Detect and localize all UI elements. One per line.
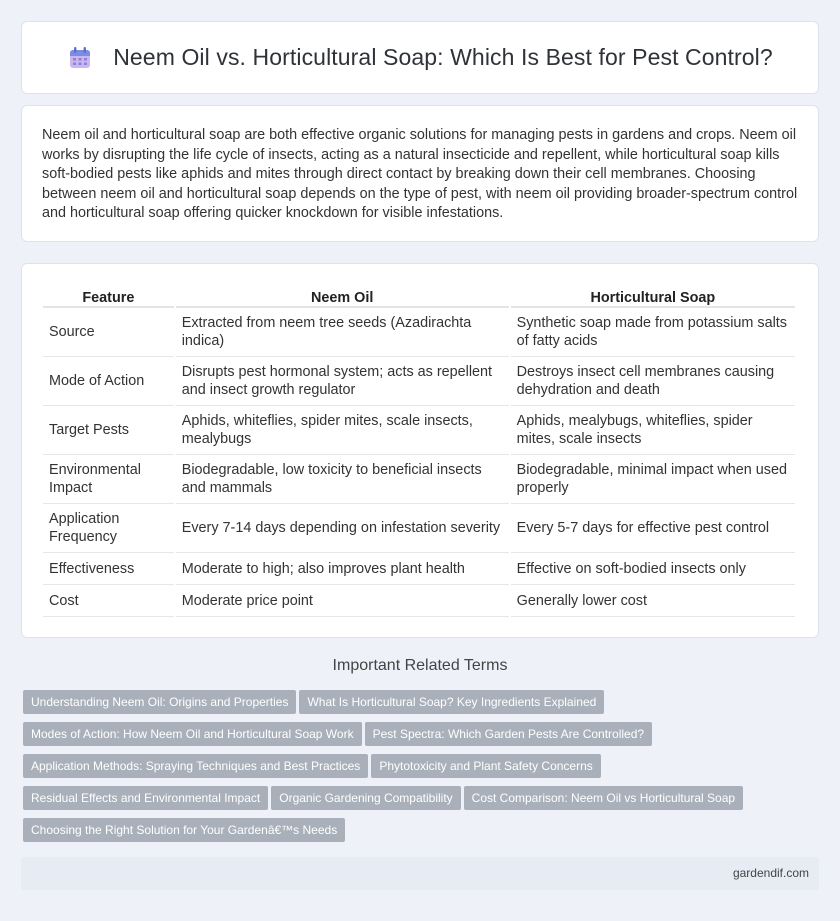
horticultural-soap-cell: Every 5-7 days for effective pest control xyxy=(511,504,795,553)
table-row xyxy=(43,504,795,553)
related-term-tag[interactable]: Cost Comparison: Neem Oil vs Horticultural Soap xyxy=(464,786,743,810)
feature-cell: Application Frequency xyxy=(43,504,174,553)
feature-cell: Mode of Action xyxy=(43,357,174,406)
neem-oil-cell: Disrupts pest hormonal system; acts as repellent and insect growth regulator xyxy=(176,357,509,406)
table-header-row xyxy=(43,280,795,308)
horticultural-soap-cell: Effective on soft-bodied insects only xyxy=(511,553,795,585)
page-footer xyxy=(21,857,819,890)
neem-oil-cell: Extracted from neem tree seeds (Azadirachta indica) xyxy=(176,308,509,357)
header-horticultural-soap: Horticultural Soap xyxy=(511,280,795,308)
related-term-tag[interactable]: Residual Effects and Environmental Impact xyxy=(23,786,268,810)
neem-oil-cell: Aphids, whiteflies, spider mites, scale insects, mealybugs xyxy=(176,406,509,455)
feature-cell: Environmental Impact xyxy=(43,455,174,504)
intro-paragraph: Neem oil and horticultural soap are both effective organic solutions for managing pests in gardens and crops. Neem oil works by disrupting the life cycle of insects, acting as a natural insecticide and repellent, while horticultural soap kills soft-bodied pests like aphids and mites through direct contact by breaking down their cell membranes. Choosing between neem oil and horticultural soap depends on the type of pest, with neem oil providing broader-spectrum control and horticultural soap offering quicker knockdown for visible infestations. xyxy=(42,127,798,222)
calendar-icon xyxy=(67,45,93,71)
header-neem-oil: Neem Oil xyxy=(176,280,509,308)
horticultural-soap-cell: Destroys insect cell membranes causing dehydration and death xyxy=(511,357,795,406)
feature-cell: Target Pests xyxy=(43,406,174,455)
neem-oil-cell: Biodegradable, low toxicity to beneficial insects and mammals xyxy=(176,455,509,504)
related-term-tag[interactable]: Application Methods: Spraying Techniques and Best Practices xyxy=(23,754,368,778)
table-row xyxy=(43,357,795,406)
table-row xyxy=(43,308,795,357)
neem-oil-cell: Moderate to high; also improves plant health xyxy=(176,553,509,585)
neem-oil-cell: Moderate price point xyxy=(176,585,509,617)
related-term-tag[interactable]: Pest Spectra: Which Garden Pests Are Controlled? xyxy=(365,722,652,746)
related-term-tag[interactable]: Organic Gardening Compatibility xyxy=(271,786,460,810)
table-row xyxy=(43,585,795,617)
related-terms-title: Important Related Terms xyxy=(332,657,508,674)
horticultural-soap-cell: Generally lower cost xyxy=(511,585,795,617)
header-feature: Feature xyxy=(43,280,174,308)
related-term-tag[interactable]: Understanding Neem Oil: Origins and Properties xyxy=(23,690,296,714)
feature-cell: Source xyxy=(43,308,174,357)
table-row xyxy=(43,406,795,455)
comparison-table xyxy=(41,280,797,617)
related-terms-list xyxy=(23,690,803,850)
related-term-tag[interactable]: Modes of Action: How Neem Oil and Horticultural Soap Work xyxy=(23,722,362,746)
table-row xyxy=(43,553,795,585)
horticultural-soap-cell: Aphids, mealybugs, whiteflies, spider mites, scale insects xyxy=(511,406,795,455)
related-term-tag[interactable]: Phytotoxicity and Plant Safety Concerns xyxy=(371,754,600,778)
page-header xyxy=(21,21,819,94)
feature-cell: Effectiveness xyxy=(43,553,174,585)
neem-oil-cell: Every 7-14 days depending on infestation severity xyxy=(176,504,509,553)
related-term-tag[interactable]: What Is Horticultural Soap? Key Ingredients Explained xyxy=(299,690,604,714)
page-title: Neem Oil vs. Horticultural Soap: Which Is Best for Pest Control? xyxy=(113,44,773,70)
table-row xyxy=(43,455,795,504)
horticultural-soap-cell: Biodegradable, minimal impact when used properly xyxy=(511,455,795,504)
horticultural-soap-cell: Synthetic soap made from potassium salts of fatty acids xyxy=(511,308,795,357)
related-term-tag[interactable]: Choosing the Right Solution for Your Gardenâ€™s Needs xyxy=(23,818,345,842)
intro-section xyxy=(21,105,819,242)
comparison-table-section xyxy=(21,263,819,638)
footer-site-link[interactable]: gardendif.com xyxy=(732,866,809,880)
feature-cell: Cost xyxy=(43,585,174,617)
